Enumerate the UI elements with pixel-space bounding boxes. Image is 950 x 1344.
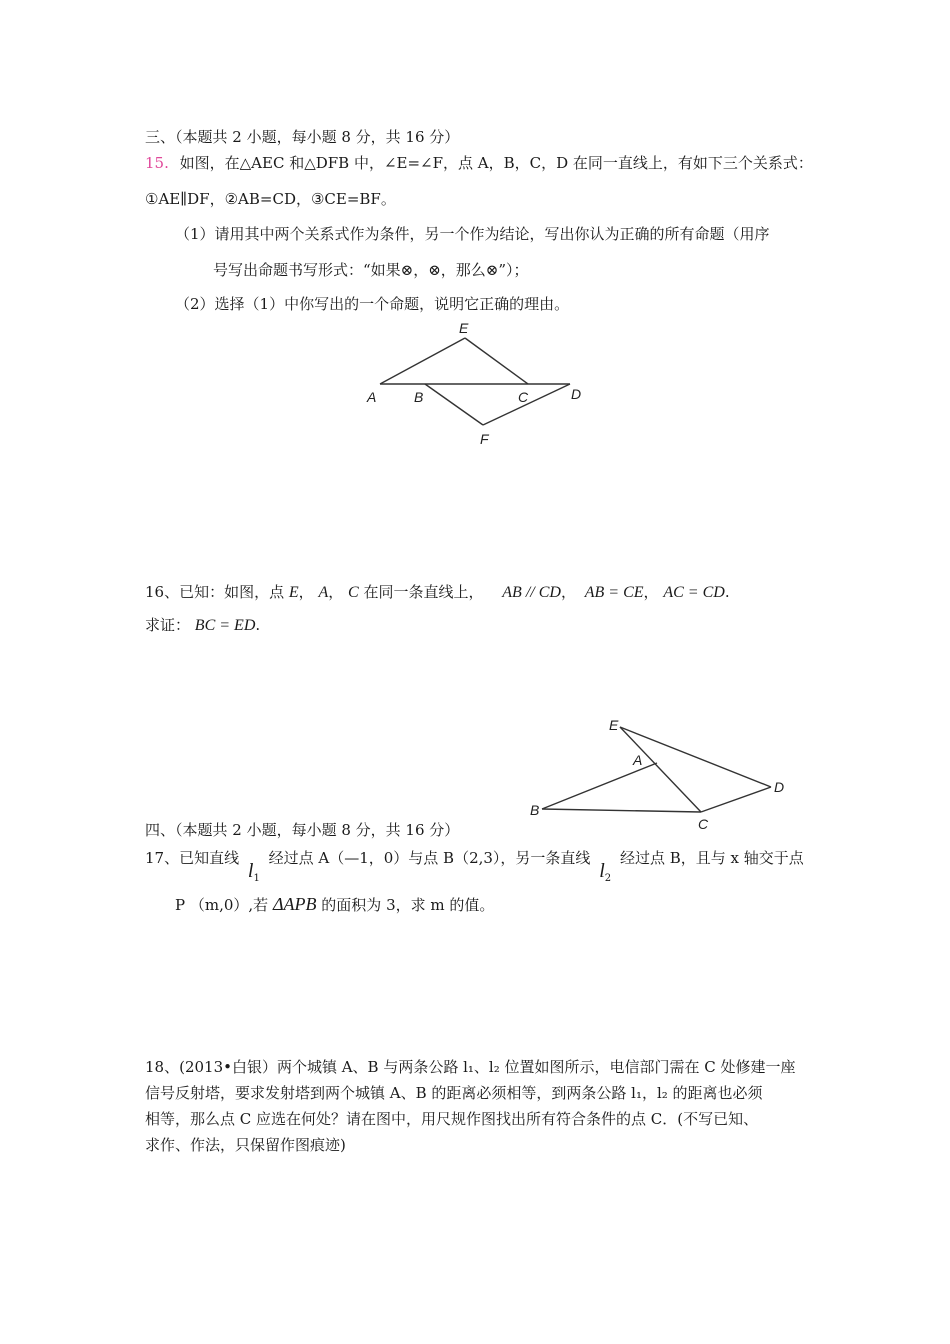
q16-point-c: C xyxy=(348,584,359,601)
label-d: D xyxy=(774,779,785,795)
q17-text-5: 的面积为 3，求 m 的值。 xyxy=(321,896,495,914)
q16-prove-end: . xyxy=(255,616,261,634)
q16-point-a: A xyxy=(318,584,329,601)
q16-prove-statement: BC = ED xyxy=(194,617,256,634)
q17-text-1: 17、已知直线 xyxy=(145,849,240,867)
q15-text-1: 如图，在△AEC 和△DFB 中，∠E=∠F，点 A，B，C，D 在同一直线上，有如下三个关系式： xyxy=(179,154,813,172)
q16-line-2 xyxy=(145,615,260,636)
label-a: A xyxy=(367,389,377,405)
label-d: D xyxy=(571,386,582,402)
q16-sep-1: ， xyxy=(298,583,314,601)
q17-line-2 xyxy=(175,893,494,916)
label-b: B xyxy=(530,802,540,818)
segment-cd xyxy=(701,787,771,812)
label-c: C xyxy=(518,389,529,405)
label-e: E xyxy=(609,717,619,733)
segment-bc xyxy=(542,809,701,812)
q15-number: 15. xyxy=(145,154,169,172)
q17-l2-sub: 2 xyxy=(604,873,612,884)
q17-text-4: P （m,0）,若 xyxy=(175,896,269,914)
q17-l1-sub: 1 xyxy=(253,873,260,884)
q16-condition-2: AB = CE xyxy=(584,584,644,601)
q18-line-1: 18、(2013•白银）两个城镇 A、B 与两条公路 l₁、l₂ 位置如图所示，电信部门需在 C 处修建一座 xyxy=(145,1058,796,1076)
q17-l2-letter: l xyxy=(599,860,605,882)
q15-part-1b: 号写出命题书写形式：“如果⊗，⊗，那么⊗”）； xyxy=(213,261,529,279)
q16-figure xyxy=(520,710,800,835)
segment-ec xyxy=(620,727,701,812)
q15-figure xyxy=(355,318,595,450)
label-c: C xyxy=(698,816,709,832)
q15-part-2: （2）选择（1）中你写出的一个命题，说明它正确的理由。 xyxy=(175,295,570,313)
segment-ec xyxy=(465,338,528,384)
q17-line-l2 xyxy=(599,859,611,891)
q17-line-l1 xyxy=(248,859,260,891)
q17-text-2: 经过点 A（—1，0）与点 B（2,3），另一条直线 xyxy=(268,849,591,867)
label-f: F xyxy=(480,431,489,447)
q18-line-2: 信号反射塔，要求发射塔到两个城镇 A、B 的距离必须相等，到两条公路 l₁，l₂ 的距离也必须 xyxy=(145,1084,763,1102)
segment-bf xyxy=(425,384,483,425)
segment-ed xyxy=(620,727,771,787)
q17-text-3: 经过点 B，且与 x 轴交于点 xyxy=(619,849,804,867)
q16-mid-text: 在同一条直线上， xyxy=(363,583,484,601)
q15-line-1 xyxy=(145,153,813,173)
q17-line-1 xyxy=(145,846,804,891)
q15-part-1a: （1）请用其中两个关系式作为条件，另一个作为结论，写出你认为正确的所有命题（用序 xyxy=(175,225,770,243)
segment-ba xyxy=(542,763,657,809)
q18-line-3: 相等，那么点 C 应选在何处？请在图中，用尺规作图找出所有符合条件的点 C．(不写已知、 xyxy=(145,1110,759,1128)
q16-line-1 xyxy=(145,582,730,603)
q16-prove-label: 求证： xyxy=(145,616,191,634)
q16-condition-1: AB // CD xyxy=(502,584,561,601)
q15-figure-lines xyxy=(380,338,570,425)
q16-sep-2: ， xyxy=(328,583,344,601)
q16-point-e: E xyxy=(288,584,299,601)
q16-condition-3: AC = CD xyxy=(663,584,725,601)
label-e: E xyxy=(459,320,469,336)
q16-prefix: 16、已知：如图，点 xyxy=(145,583,285,601)
q16-period: . xyxy=(724,583,730,601)
segment-ae xyxy=(380,338,465,384)
q18-line-4: 求作、作法，只保留作图痕迹) xyxy=(145,1136,346,1154)
q16-comma-2: ， xyxy=(643,583,659,601)
label-b: B xyxy=(414,389,424,405)
q16-figure-lines xyxy=(542,727,771,812)
q15-line-2: ①AE∥DF，②AB=CD，③CE=BF。 xyxy=(145,190,396,208)
label-a: A xyxy=(633,752,643,768)
section-4-heading: 四、（本题共 2 小题，每小题 8 分，共 16 分） xyxy=(145,821,460,839)
section-3-heading: 三、（本题共 2 小题，每小题 8 分，共 16 分） xyxy=(145,128,460,146)
q17-l1-letter: l xyxy=(247,860,254,882)
q17-triangle: ΔAPB xyxy=(272,894,317,914)
q16-comma-1: ， xyxy=(560,583,576,601)
